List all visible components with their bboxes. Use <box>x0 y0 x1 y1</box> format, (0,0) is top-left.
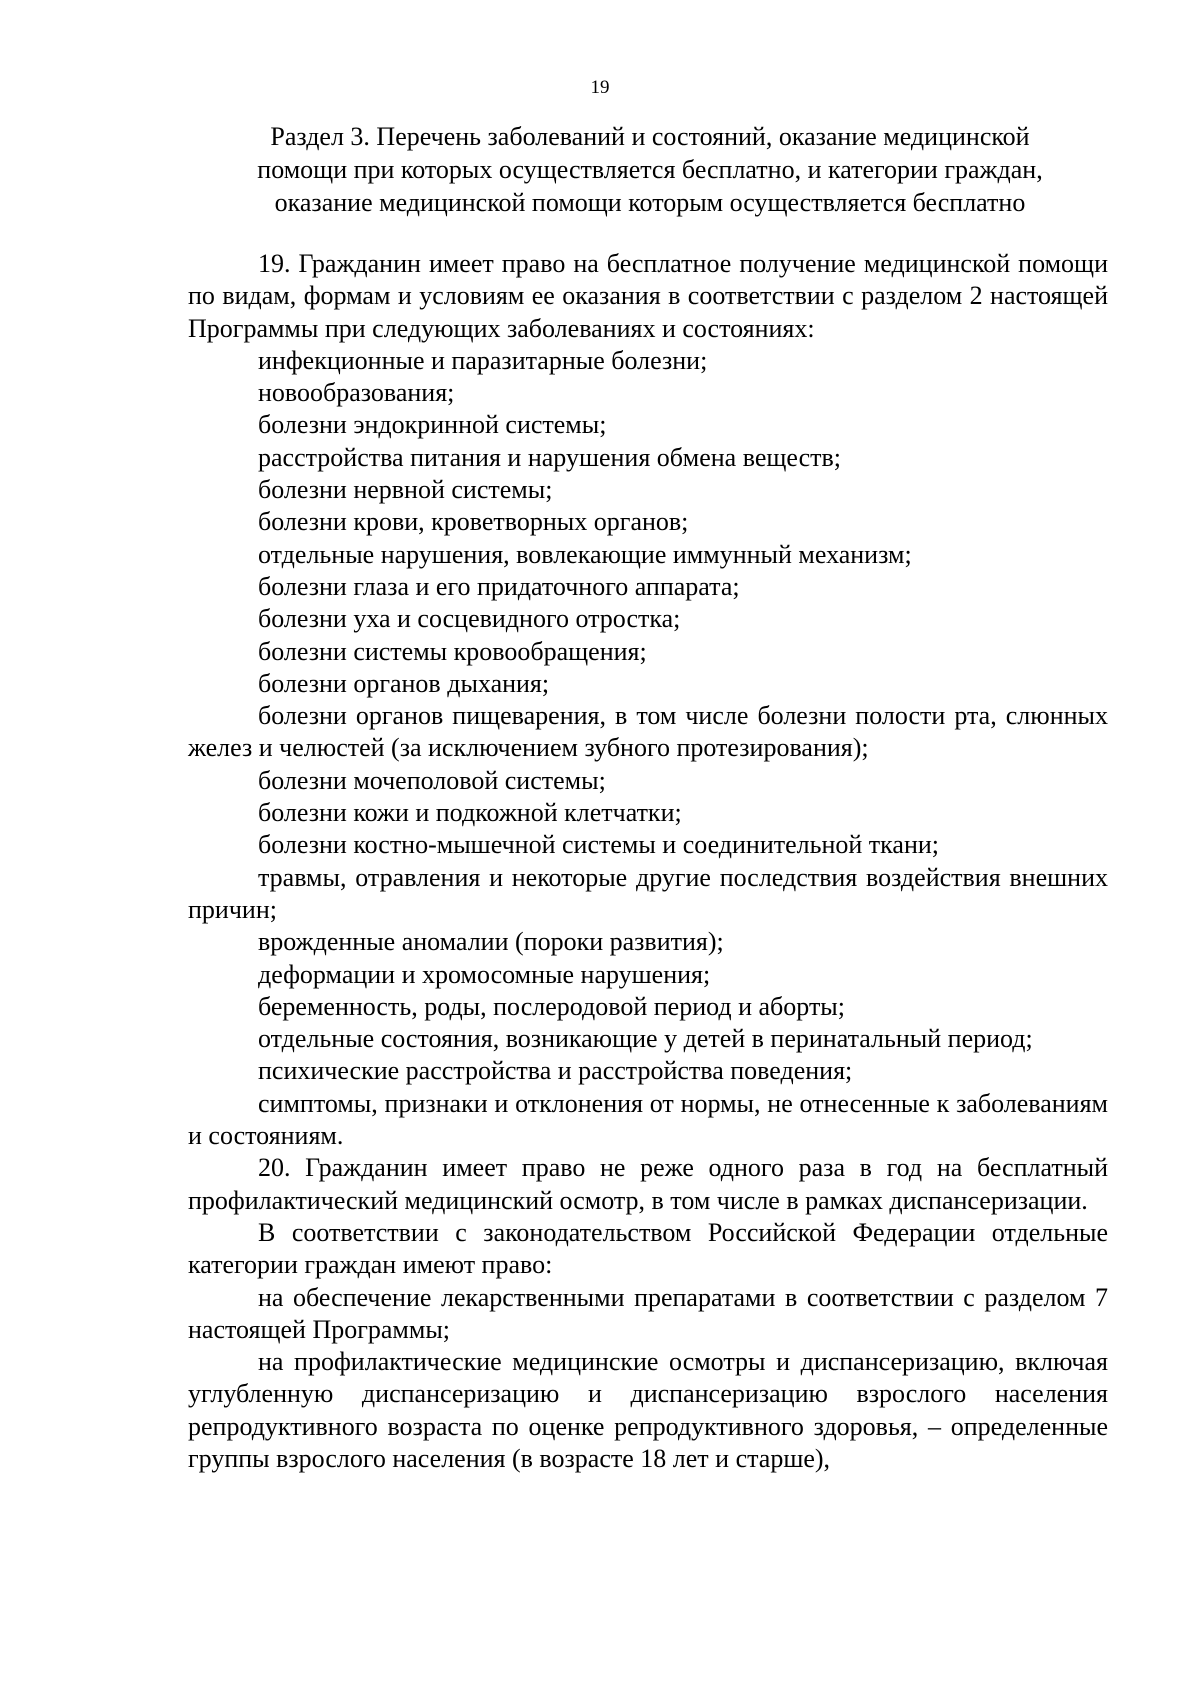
list-item: болезни глаза и его придаточного аппарата; <box>258 571 740 601</box>
list-item: болезни мочеполовой системы; <box>258 765 606 795</box>
list-item: психические расстройства и расстройства поведения; <box>258 1056 853 1086</box>
list-item: болезни системы кровообращения; <box>258 636 647 666</box>
list-item: болезни нервной системы; <box>258 475 553 505</box>
list-item: болезни уха и сосцевидного отростка; <box>258 604 681 634</box>
list-item: инфекционные и паразитарные болезни; <box>258 345 708 375</box>
list-item: болезни эндокринной системы; <box>258 410 607 440</box>
list-item: отдельные состояния, возникающие у детей в перинатальный период; <box>258 1024 1033 1054</box>
page-number: 19 <box>590 77 610 98</box>
section-title-line: оказание медицинской помощи которым осуществляется бесплатно <box>274 188 1026 217</box>
paragraph-20: 20. Гражданин имеет право не реже одного раза в год на бесплатный профилактический медицинский осмотр, в том числе в рамках диспансеризации. <box>188 1153 1108 1215</box>
paragraph: на профилактические медицинские осмотры и диспансеризацию, включая углубленную диспансеризацию и диспансеризацию взрослого населения репродуктивного возраста по оценке репродуктивного здоровья, – определенные группы взрослого населения (в возрасте 18 лет и старше), <box>188 1347 1108 1473</box>
paragraph: на обеспечение лекарственными препаратами в соответствии с разделом 7 настоящей Программы; <box>188 1282 1108 1344</box>
paragraph: В соответствии с законодательством Российской Федерации отдельные категории граждан имеют право: <box>188 1217 1108 1280</box>
list-item: травмы, отравления и некоторые другие последствия воздействия внешних причин; <box>188 862 1108 924</box>
list-item: расстройства питания и нарушения обмена веществ; <box>258 442 841 472</box>
section-title-line: помощи при которых осуществляется бесплатно, и категории граждан, <box>257 155 1043 184</box>
list-item: болезни костно-мышечной системы и соединительной ткани; <box>258 830 940 860</box>
list-item: болезни крови, кроветворных органов; <box>258 507 689 537</box>
list-item: симптомы, признаки и отклонения от нормы, не отнесенные к заболеваниям и состояниям. <box>188 1088 1108 1151</box>
paragraph-19-intro: 19. Гражданин имеет право на бесплатное получение медицинской помощи по видам, формам и условиям ее оказания в соответствии с разделом 2 настоящей Программы при следующих заболеваниях и состояниях: <box>188 249 1108 343</box>
list-item: болезни органов пищеварения, в том числе болезни полости рта, слюнных желез и челюстей (за исключением зубного протезирования); <box>188 701 1108 763</box>
document-body <box>188 248 1108 1475</box>
section-title-line: Раздел 3. Перечень заболеваний и состояний, оказание медицинской <box>270 122 1030 151</box>
list-item: новообразования; <box>258 378 455 408</box>
list-item: врожденные аномалии (пороки развития); <box>258 927 724 957</box>
list-item: деформации и хромосомные нарушения; <box>258 959 711 989</box>
list-item: болезни органов дыхания; <box>258 668 550 698</box>
list-item: отдельные нарушения, вовлекающие иммунный механизм; <box>258 539 912 569</box>
section-title <box>190 120 1110 219</box>
list-item: беременность, роды, послеродовой период и аборты; <box>258 991 845 1021</box>
list-item: болезни кожи и подкожной клетчатки; <box>258 798 682 828</box>
